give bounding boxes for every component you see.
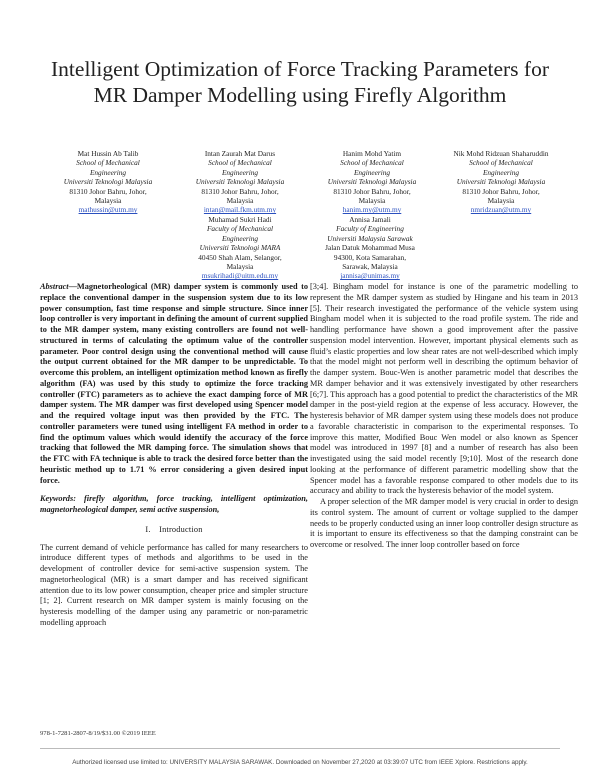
author-country: Malaysia — [94, 196, 122, 206]
author-name: Muhamad Sukri Hadi — [208, 215, 272, 224]
author-block-2 — [170, 149, 310, 215]
author-dept: School of Mechanical Engineering — [76, 158, 140, 177]
author-univ: Universiti Teknologi MARA — [199, 243, 281, 253]
author-block-1 — [38, 149, 178, 215]
author-name: Hanim Mohd Yatim — [342, 149, 402, 158]
author-name: Intan Zaurah Mat Darus — [204, 149, 276, 158]
left-column — [40, 282, 308, 629]
author-dept: School of Mechanical Engineering — [208, 158, 272, 177]
author-address: Jalan Datuk Mohammad Musa 94300, Kota Samarahan, — [325, 243, 415, 262]
body-paragraph: A proper selection of the MR damper model is very crucial in order to design its control system. The amount of current or voltage supplied to the damper needs to be properly conducted using an inner loop controller design structure as it is important to ensure its effectiveness so that the damping constraint can be overcome or resolved. The inner loop controller based on force — [310, 497, 578, 549]
author-univ: Universiti Teknologi Malaysia — [195, 177, 285, 187]
author-univ: Universiti Malaysia Sarawak — [327, 233, 413, 243]
intro-paragraph: The current demand of vehicle performance has called for many researchers to introduce different types of methods and algorithms to be used in the development of controller device for semi-active suspension system. The magnetorheological (MR) is a smart damper and has received significant attention due to its low power consumption, cheaper price and simpler structure [1; 2]. Current research on MR damper system is mainly focusing on the hysteresis modelling of the damper using any parametric or non-parametric modelling approach — [40, 542, 308, 627]
author-dept: School of Mechanical Engineering — [469, 158, 533, 177]
copyright-line: 978-1-7281-2807-8/19/$31.00 ©2019 IEEE — [40, 730, 156, 737]
author-univ: Universiti Teknologi Malaysia — [327, 177, 417, 187]
author-name: Mat Hussin Ab Talib — [77, 149, 139, 158]
author-block-3 — [302, 149, 442, 215]
author-email[interactable]: jannisa@unimas.my — [340, 271, 400, 281]
author-email[interactable]: nmridzuan@utm.my — [470, 205, 532, 215]
right-column — [310, 282, 578, 551]
author-email[interactable]: msukrihadi@uitm.edu.my — [201, 271, 279, 281]
author-address: 40450 Shah Alam, Selangor, — [198, 252, 282, 262]
author-email[interactable]: intan@mail.fkm.utm.my — [203, 205, 277, 215]
author-univ: Universiti Teknologi Malaysia — [63, 177, 153, 187]
author-dept: Faculty of Engineering — [336, 224, 404, 234]
author-country: Malaysia — [358, 196, 386, 206]
footer-divider — [40, 748, 560, 749]
author-address: 81310 Johor Bahru, Johor, — [69, 186, 147, 196]
author-address: 81310 Johor Bahru, Johor, — [462, 186, 540, 196]
author-name: Nik Mohd Ridzuan Shaharuddin — [453, 149, 549, 158]
author-name: Annisa Jamali — [349, 215, 391, 224]
author-block-5 — [170, 215, 310, 281]
author-address: 81310 Johor Bahru, Johor, — [333, 186, 411, 196]
keywords: Keywords: firefly algorithm, force tracking, intelligent optimization, magnetorheological damper, semi active suspension, — [40, 494, 308, 514]
author-email[interactable]: hanim.my@utm.my — [342, 205, 402, 215]
author-dept: Faculty of Mechanical Engineering — [206, 224, 274, 243]
author-country: Sarawak, Malaysia — [342, 262, 398, 272]
author-univ: Universiti Teknologi Malaysia — [456, 177, 546, 187]
author-country: Malaysia — [487, 196, 515, 206]
author-email[interactable]: mathussin@utm.my — [78, 205, 138, 215]
author-country: Malaysia — [226, 196, 254, 206]
section-heading-introduction: I. Introduction — [145, 524, 203, 534]
author-block-6 — [300, 215, 440, 281]
abstract-label: Abstract— — [40, 282, 77, 291]
body-paragraph: [3;4]. Bingham model for instance is one of the parametric modelling to represent the MR damper system as studied by Hingane and his team in 2013 [5]. Their research investigated the performance of the vehicle system using Bingham model when it is subjected to the road profile system. The ride and handling performance have shown a good improvement after the passive suspension model intervention. However, important physical elements such as fluid’s elastic properties and low shear rates are not well-described which imply that the model might not perform well in describing the optimum behavior of the damper system. Bouc-Wen is another parametric model that describes the MR damper behavior and it was extensively investigated by other researchers [6;7]. This approach has a good potential to predict the characteristics of the MR damper in the post-yield region at the expense of less accuracy. However, the hysteresis behavior of MR damper system using these models does not produce a favorable characteristic in comparison to the experimental responses. To improve this matter, Modified Bouc Wen model or also known as Spencer model was introduced in 1997 [8] and a number of research has also been investigated using the said model recently [9;10]. Most of the research done looking at the performance of different parametric modelling show that the Spencer model has a favorable response compared to other models due to its accuracy and ability to track the hysteresis behavior of the model system. — [310, 282, 578, 496]
abstract — [40, 282, 308, 486]
author-address: 81310 Johor Bahru, Johor, — [201, 186, 279, 196]
paper-title: Intelligent Optimization of Force Tracking Parameters for MR Damper Modelling using Firefly Algorithm — [51, 57, 549, 107]
abstract-text: Magnetorheological (MR) damper system is commonly used to replace the conventional damper in the suspension system due to its low power consumption, fast time response and simple structure. Since inner loop controller is very important in defining the amount of current supplied to the MR damper system, many existing controllers are found not well-structured in terms of calculating the optimum value of the controller parameter. Poor control design using the conventional method will cause the output current obtained for the MR damper to be unpredictable. To overcome this problem, an intelligent optimization method known as firefly algorithm (FA) was used by this study to optimize the force tracking controller (FTC) parameters as to achieve the exact damping force of MR damper system. The MR damper was first developed using Spencer model and the required voltage input was then provided by the FTC. The controller parameters were tuned using intelligent FA method in order to find the optimum values which would identify the accuracy of the force tracking that followed the MR damping force. The simulation shows that the FTC with FA technique is able to track the desired force better than the heuristic method up to 1.71 % error considering a given desired input force. — [40, 282, 308, 485]
author-block-4 — [431, 149, 571, 215]
author-dept: School of Mechanical Engineering — [340, 158, 404, 177]
author-country: Malaysia — [226, 262, 254, 272]
license-footer: Authorized licensed use limited to: UNIVERSITY MALAYSIA SARAWAK. Downloaded on November 27,2020 at 03:39:07 UTC from IEEE Xplore. Restrictions apply. — [72, 759, 528, 766]
